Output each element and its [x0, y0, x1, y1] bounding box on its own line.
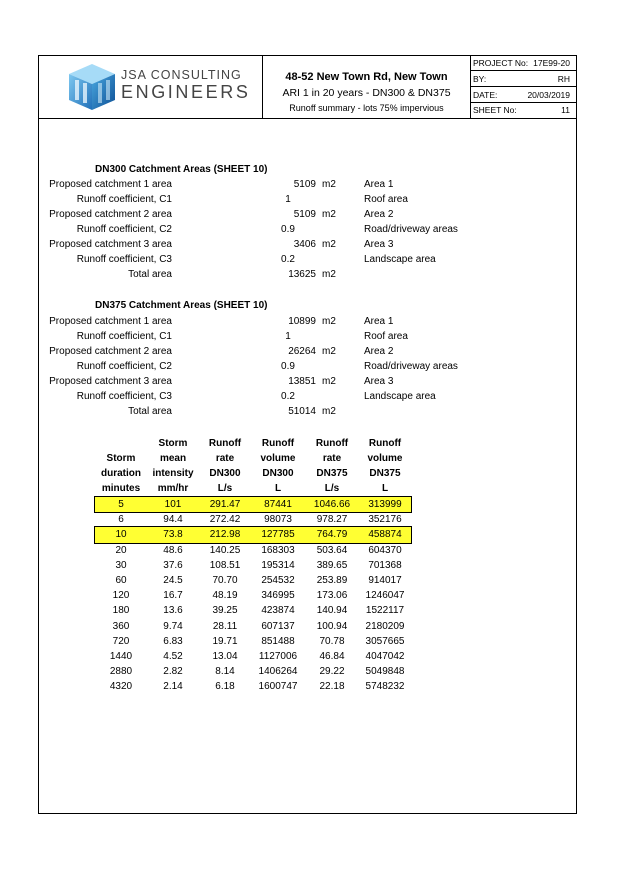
table-cell: 48.6 [163, 544, 183, 556]
table-cell: 1522117 [365, 605, 405, 617]
table-cell: 1046.66 [305, 497, 359, 513]
table-cell: 720 [112, 635, 130, 647]
row-value: 0.2 [281, 391, 295, 402]
header-cell: DN375 [316, 468, 348, 479]
table-cell: 5049848 [365, 666, 405, 678]
row-value: 1 [285, 331, 291, 342]
row-value: 3406 [293, 239, 316, 250]
table-row [95, 527, 411, 542]
dn375-row-total [0, 406, 540, 421]
row-note: Area 3 [364, 239, 394, 250]
meta-key: BY: [473, 74, 487, 84]
table-cell: 127785 [251, 527, 305, 542]
header-cell: intensity [152, 468, 194, 479]
table-cell: 173.06 [316, 590, 348, 602]
project-description: Runoff summary - lots 75% impervious [289, 103, 444, 113]
table-row [95, 634, 411, 649]
table-cell: 28.11 [212, 620, 238, 632]
table-cell: 101 [147, 497, 199, 513]
row-value: 5109 [293, 179, 316, 190]
meta-key: SHEET No: [473, 105, 517, 115]
table-cell: 1246047 [365, 590, 405, 602]
table-row [95, 588, 411, 603]
row-unit: m2 [322, 406, 336, 417]
table-cell: 253.89 [316, 575, 348, 587]
table-cell: 140.94 [316, 605, 348, 617]
row-label: Runoff coefficient, C1 [76, 331, 172, 342]
table-cell: 389.65 [316, 559, 348, 571]
table-cell: 87441 [251, 497, 305, 513]
table-row [95, 497, 411, 513]
dn375-row [0, 361, 540, 376]
row-label: Runoff coefficient, C1 [76, 194, 172, 205]
table-row [95, 558, 411, 573]
table-cell: 2180209 [365, 620, 405, 632]
unit-cell: L [359, 481, 411, 497]
row-value: 0.9 [281, 224, 295, 235]
table-cell: 2.82 [163, 666, 183, 678]
table-cell: 1127006 [258, 651, 298, 663]
table-cell: 360 [112, 620, 130, 632]
header-cell: Storm [106, 453, 136, 464]
unit-cell: mm/hr [147, 481, 199, 497]
row-unit: m2 [322, 209, 336, 220]
table-cell: 13.04 [212, 651, 238, 663]
header-cell: volume [260, 453, 296, 464]
row-label: Proposed catchment 2 area [49, 209, 172, 220]
runoff-table [95, 436, 411, 695]
table-cell: 100.94 [316, 620, 348, 632]
table-cell: 140.25 [209, 544, 241, 556]
table-cell: 30 [115, 559, 127, 571]
dn300-row [0, 224, 540, 239]
row-unit: m2 [322, 376, 336, 387]
project-title: 48-52 New Town Rd, New Town [285, 71, 448, 83]
row-value: 0.9 [281, 361, 295, 372]
dn375-row [0, 376, 540, 391]
header-cell: rate [215, 453, 235, 464]
row-unit: m2 [322, 346, 336, 357]
table-cell: 20 [115, 544, 127, 556]
row-label: Runoff coefficient, C2 [76, 224, 172, 235]
table-cell: 60 [115, 575, 127, 587]
table-cell: 22.18 [319, 681, 345, 693]
table-header [95, 436, 411, 497]
jsa-logo-icon [65, 62, 119, 112]
table-cell: 180 [112, 605, 130, 617]
table-cell: 24.5 [163, 575, 183, 587]
row-label: Proposed catchment 3 area [49, 239, 172, 250]
table-body [95, 497, 411, 695]
table-cell: 9.74 [163, 620, 183, 632]
header-cell: Runoff [208, 438, 242, 449]
table-cell: 352176 [368, 514, 402, 526]
row-note: Landscape area [364, 391, 436, 402]
dn300-row [0, 254, 540, 269]
table-cell: 701368 [368, 559, 402, 571]
table-cell: 254532 [261, 575, 295, 587]
header-cell: Runoff [368, 438, 402, 449]
row-note: Roof area [364, 331, 408, 342]
title-cell [263, 56, 471, 118]
table-cell: 6.18 [215, 681, 235, 693]
row-value: 1 [285, 194, 291, 205]
dn375-row [0, 316, 540, 331]
row-label: Runoff coefficient, C3 [76, 254, 172, 265]
row-label: Proposed catchment 1 area [49, 179, 172, 190]
row-note: Area 1 [364, 316, 394, 327]
header-cell: Runoff [315, 438, 349, 449]
meta-value: 11 [561, 105, 570, 115]
table-cell: 37.6 [163, 559, 183, 571]
row-label: Proposed catchment 2 area [49, 346, 172, 357]
header-cell [95, 436, 147, 451]
table-cell: 39.25 [212, 605, 238, 617]
table-cell: 607137 [261, 620, 295, 632]
row-value: 0.2 [281, 254, 295, 265]
table-cell: 98073 [264, 514, 292, 526]
brand-line-1: JSA CONSULTING [121, 68, 242, 82]
table-row [95, 512, 411, 527]
meta-cell [471, 56, 576, 118]
unit-cell: minutes [95, 481, 147, 497]
logo-block [39, 56, 263, 118]
header-row [95, 436, 411, 451]
row-value: 5109 [293, 209, 316, 220]
table-cell: 195314 [261, 559, 295, 571]
brand-line-2: ENGINEERS [121, 82, 251, 102]
table-cell: 346995 [261, 590, 295, 602]
table-cell: 1600747 [258, 681, 298, 693]
header-cell: mean [159, 453, 187, 464]
row-value: 13625 [288, 269, 316, 280]
table-cell: 5748232 [365, 681, 405, 693]
dn300-section-title: DN300 Catchment Areas (SHEET 10) [95, 164, 268, 175]
header-cell: rate [322, 453, 342, 464]
unit-cell: L/s [199, 481, 251, 497]
table-cell: 13.6 [163, 605, 183, 617]
header-cell: duration [101, 468, 141, 479]
row-unit: m2 [322, 239, 336, 250]
header-cell: DN375 [369, 468, 401, 479]
dn375-section-title: DN375 Catchment Areas (SHEET 10) [95, 300, 268, 311]
row-note: Area 1 [364, 179, 394, 190]
unit-cell: L/s [305, 481, 359, 497]
row-note: Road/driveway areas [364, 361, 458, 372]
table-cell: 29.22 [319, 666, 345, 678]
table-cell: 272.42 [209, 514, 241, 526]
header-cell: DN300 [262, 468, 294, 479]
title-block [39, 56, 576, 119]
meta-value: 20/03/2019 [527, 90, 570, 100]
dn300-row [0, 209, 540, 224]
header-cell: Storm [158, 438, 188, 449]
row-unit: m2 [322, 316, 336, 327]
table-cell: 70.78 [319, 635, 345, 647]
table-cell: 1406264 [258, 666, 298, 678]
table-cell: 5 [95, 497, 147, 513]
table-cell: 4047042 [365, 651, 405, 663]
table-cell: 503.64 [316, 544, 348, 556]
row-note: Landscape area [364, 254, 436, 265]
row-unit: m2 [322, 179, 336, 190]
table-row [95, 573, 411, 588]
meta-project-no [471, 56, 576, 71]
table-cell: 8.14 [215, 666, 235, 678]
row-note: Area 2 [364, 346, 394, 357]
row-label: Proposed catchment 3 area [49, 376, 172, 387]
dn300-row [0, 194, 540, 209]
header-row [95, 451, 411, 466]
row-note: Roof area [364, 194, 408, 205]
row-value: 51014 [288, 406, 316, 417]
table-cell: 4.52 [163, 651, 183, 663]
row-note: Road/driveway areas [364, 224, 458, 235]
unit-cell: L [251, 481, 305, 497]
dn300-row-total [0, 269, 540, 284]
table-row [95, 664, 411, 679]
row-label: Total area [128, 269, 172, 280]
header-cell: DN300 [209, 468, 241, 479]
table-cell: 458874 [359, 527, 411, 542]
table-cell: 48.19 [212, 590, 238, 602]
table-row [95, 649, 411, 664]
table-cell: 313999 [359, 497, 411, 513]
table-cell: 108.51 [209, 559, 241, 571]
units-row [95, 481, 411, 497]
meta-key: PROJECT No: [473, 58, 529, 68]
row-label: Runoff coefficient, C2 [76, 361, 172, 372]
table-cell: 94.4 [163, 514, 183, 526]
meta-date [471, 88, 576, 103]
meta-sheet-no [471, 103, 576, 118]
table-row [95, 603, 411, 618]
table-cell: 851488 [261, 635, 295, 647]
dn300-row [0, 239, 540, 254]
header-cell: Runoff [261, 438, 295, 449]
table-cell: 73.8 [147, 527, 199, 542]
table-cell: 3057665 [365, 635, 405, 647]
table-cell: 70.70 [212, 575, 238, 587]
header-row [95, 466, 411, 481]
header-cell: volume [367, 453, 403, 464]
table-cell: 10 [95, 527, 147, 542]
row-unit: m2 [322, 269, 336, 280]
table-cell: 168303 [261, 544, 295, 556]
table-cell: 2880 [109, 666, 133, 678]
table-cell: 46.84 [319, 651, 345, 663]
table-cell: 212.98 [199, 527, 251, 542]
row-label: Proposed catchment 1 area [49, 316, 172, 327]
table-cell: 423874 [261, 605, 295, 617]
table-cell: 914017 [368, 575, 402, 587]
meta-key: DATE: [473, 90, 498, 100]
table-cell: 4320 [109, 681, 133, 693]
row-note: Area 2 [364, 209, 394, 220]
row-value: 13851 [288, 376, 316, 387]
table-cell: 604370 [368, 544, 402, 556]
table-cell: 764.79 [305, 527, 359, 542]
table-row [95, 619, 411, 634]
table-cell: 978.27 [316, 514, 348, 526]
table-cell: 16.7 [163, 590, 183, 602]
dn375-row [0, 331, 540, 346]
table-cell: 6.83 [163, 635, 183, 647]
row-label: Runoff coefficient, C3 [76, 391, 172, 402]
row-value: 10899 [288, 316, 316, 327]
table-row [95, 679, 411, 694]
table-cell: 120 [112, 590, 130, 602]
meta-value: RH [557, 74, 570, 84]
row-label: Total area [128, 406, 172, 417]
row-value: 26264 [288, 346, 316, 357]
dn375-row [0, 391, 540, 406]
row-note: Area 3 [364, 376, 394, 387]
project-subtitle: ARI 1 in 20 years - DN300 & DN375 [282, 87, 451, 99]
dn375-row [0, 346, 540, 361]
table-cell: 291.47 [199, 497, 251, 513]
table-cell: 1440 [109, 651, 133, 663]
dn300-row [0, 179, 540, 194]
table-cell: 19.71 [212, 635, 238, 647]
table-cell: 6 [118, 514, 124, 526]
meta-value: 17E99-20 [533, 58, 570, 68]
table-cell: 2.14 [163, 681, 183, 693]
meta-by [471, 72, 576, 87]
table-row [95, 543, 411, 558]
